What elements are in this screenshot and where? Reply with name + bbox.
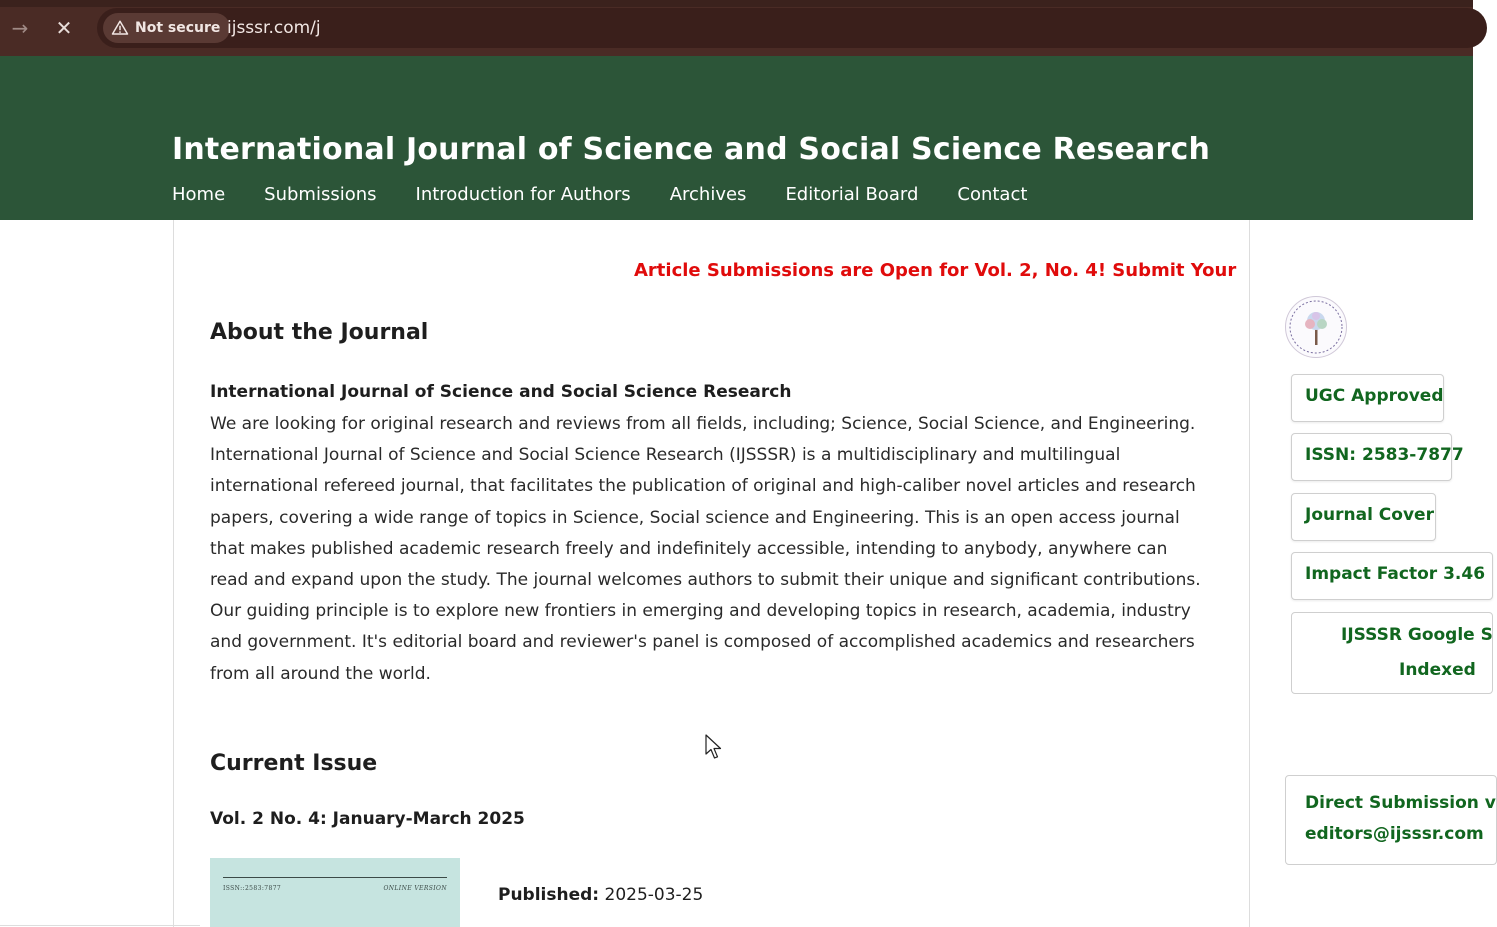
security-label: Not secure: [135, 20, 221, 36]
url-text[interactable]: ijsssr.com/j: [227, 18, 321, 38]
issue-title[interactable]: Vol. 2 No. 4: January-March 2025: [210, 809, 525, 829]
stop-loading-icon[interactable]: ✕: [55, 16, 73, 40]
nav-submissions[interactable]: Submissions: [264, 184, 377, 205]
impact-factor-button[interactable]: [1291, 552, 1493, 600]
direct-submission-box[interactable]: [1285, 775, 1497, 865]
nav-archives[interactable]: Archives: [669, 184, 747, 205]
issn-label: ISSN: 2583-7877: [1305, 445, 1464, 465]
nav-introduction-for-authors[interactable]: Introduction for Authors: [415, 184, 631, 205]
browser-toolbar: [0, 0, 1473, 56]
google-scholar-line2: Indexed: [1399, 660, 1476, 680]
main-content: [173, 220, 1250, 927]
nav-contact[interactable]: Contact: [957, 184, 1028, 205]
tree-logo-icon: [1286, 297, 1346, 357]
published-date: 2025-03-25: [604, 885, 704, 905]
issue-cover-image[interactable]: [210, 858, 460, 927]
journal-cover-button[interactable]: [1291, 493, 1436, 541]
ugc-approved-button[interactable]: [1291, 374, 1444, 422]
forward-arrow-icon[interactable]: →: [11, 16, 29, 40]
site-title[interactable]: International Journal of Science and Social Science Research: [172, 132, 1211, 167]
google-scholar-line1: IJSSSR Google S: [1341, 625, 1493, 645]
cover-issn: ISSN::2583:7877: [223, 885, 282, 892]
announcement-marquee[interactable]: Article Submissions are Open for Vol. 2, No. 4! Submit Your: [634, 260, 1237, 281]
google-scholar-indexed-button[interactable]: [1291, 612, 1493, 694]
current-issue-heading: Current Issue: [210, 751, 378, 776]
warning-triangle-icon: [111, 19, 129, 37]
issn-button[interactable]: [1291, 433, 1464, 481]
about-text: We are looking for original research and reviews from all fields, including; Science, Social Science, and Engineering. International Journal of Science and Social Science Research (IJSSSR) is a multidisciplinary and multilingual international refereed journal, that facilitates the publication of original and high-caliber novel articles and research papers, covering a wide range of topics in Science, Social science and Engineering. This is an open access journal that makes published academic research freely and indefinitely accessible, intending to anybody, anywhere can read and expand upon the study. The journal welcomes authors to submit their unique and significant contributions. Our guiding principle is to explore new frontiers in emerging and developing topics in research, academia, industry and government. It's editorial board and reviewer's panel is composed of accomplished academics and researchers from all around the world.: [210, 414, 1201, 684]
site-header: [0, 56, 1473, 220]
cover-version: ONLINE VERSION: [383, 885, 447, 892]
tab-strip-edge: [0, 0, 1473, 7]
direct-submission-line1: Direct Submission v: [1305, 793, 1496, 813]
main-nav: [172, 184, 1066, 205]
divider: [0, 925, 200, 926]
mouse-pointer-icon: [705, 734, 723, 760]
address-bar[interactable]: [97, 8, 1487, 48]
direct-submission-email[interactable]: editors@ijsssr.com: [1305, 824, 1484, 844]
about-heading: About the Journal: [210, 320, 429, 345]
cover-rule: [223, 877, 447, 878]
nav-editorial-board[interactable]: Editorial Board: [785, 184, 919, 205]
impact-factor-label: Impact Factor 3.46: [1305, 564, 1486, 584]
published-line: [498, 885, 703, 905]
about-subtitle: International Journal of Science and Social Science Research: [210, 382, 792, 402]
journal-cover-label: Journal Cover: [1305, 505, 1434, 525]
nav-home[interactable]: Home: [172, 184, 226, 205]
security-chip[interactable]: [103, 13, 230, 43]
published-label: Published:: [498, 885, 600, 905]
ugc-approved-label: UGC Approved: [1305, 386, 1444, 406]
journal-logo[interactable]: [1285, 296, 1347, 358]
